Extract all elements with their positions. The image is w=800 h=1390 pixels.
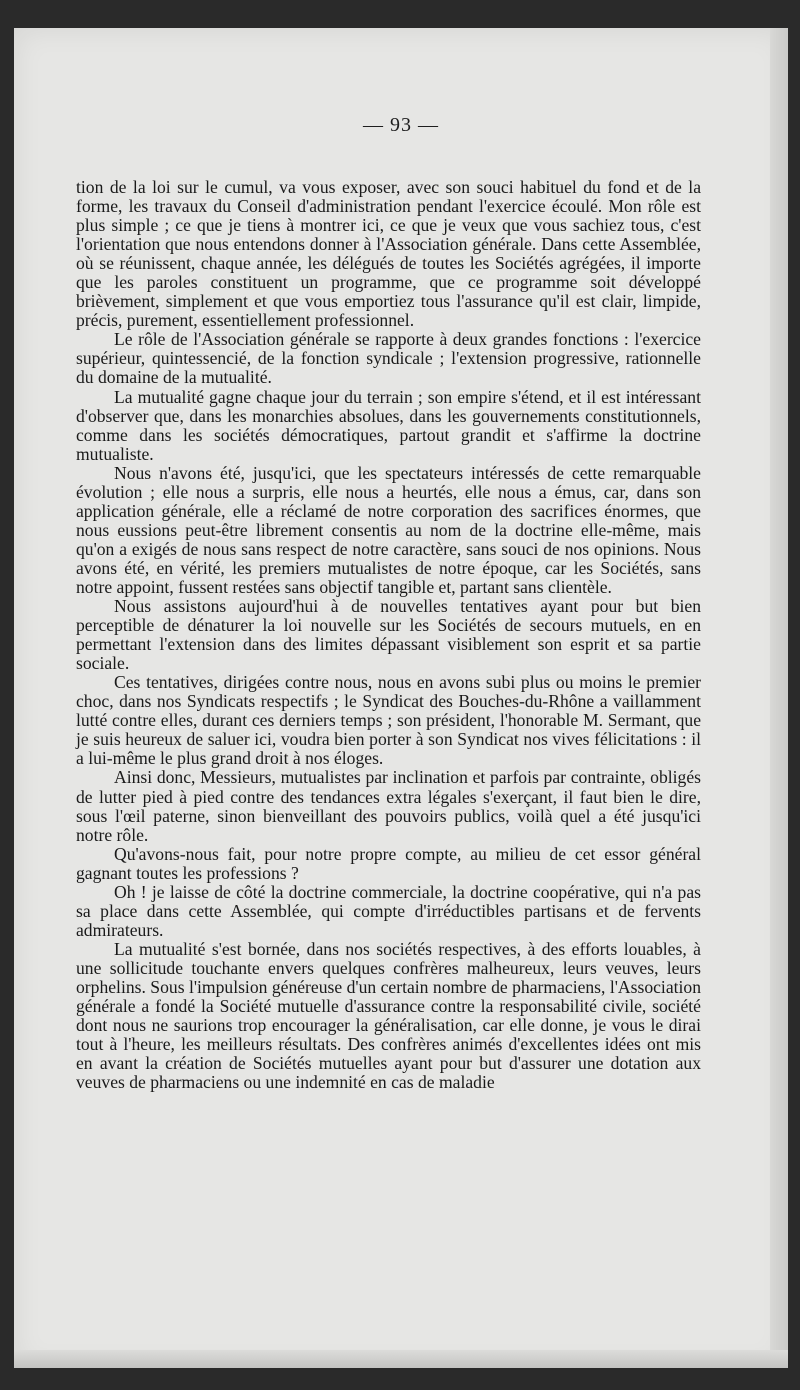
paragraph-2: Le rôle de l'Association générale se rapporte à deux grandes fonctions : l'exercice supérieur, quintessencié, de la fonction syndicale ; l'extension progressive, rationnelle du domaine de la mutualité.	[76, 329, 701, 388]
body-text	[76, 178, 701, 1092]
paragraph-7: Ainsi donc, Messieurs, mutualistes par inclination et parfois par contrainte, obligés de lutter pied à pied contre des tendances extra légales s'exerçant, il faut bien le dire, sous l'œil paterne, sinon bienveillant des pouvoirs publics, voilà quel a été jusqu'ici notre rôle.	[76, 767, 701, 845]
paragraph-4: Nous n'avons été, jusqu'ici, que les spectateurs intéressés de cette remarquable évolution ; elle nous a surpris, elle nous a heurtés, elle nous a émus, car, dans son application générale, elle a réclamé de notre corporation des sacrifices énormes, que nous eussions peut-être librement consentis au nom de la doctrine elle-même, mais qu'on a exigés de nous sans respect de notre caractère, sans souci de nos opinions. Nous avons été, en vérité, les premiers mutualistes de notre époque, car les Sociétés, sans notre appoint, fussent restées sans objectif tangible et, partant sans clientèle.	[76, 462, 701, 597]
paragraph-3: La mutualité gagne chaque jour du terrain ; son empire s'étend, et il est intéressant d'observer que, dans les monarchies absolues, dans les gouvernements constitutionnels, comme dans les sociétés démocratiques, partout grandit et s'affirme la doctrine mutualiste.	[76, 386, 701, 464]
paragraph-10: La mutualité s'est bornée, dans nos sociétés respectives, à des efforts louables, à une sollicitude touchante envers quelques confrères malheureux, leurs veuves, leurs orphelins. Sous l'impulsion généreuse d'un certain nombre de pharmaciens, l'Association générale a fondé la Société mutuelle d'assurance contre la responsabilité civile, société dont nous ne saurions trop encourager la généralisation, car elle donne, je vous le dirai tout à l'heure, les meilleurs résultats. Des confrères animés d'excellentes idées ont mis en avant la création de Sociétés mutuelles ayant pour but d'assurer une dotation aux veuves de pharmaciens ou une indemnité en cas de maladie	[76, 938, 701, 1093]
paragraph-9: Oh ! je laisse de côté la doctrine commerciale, la doctrine coopérative, qui n'a pas sa place dans cette Assemblée, qui compte d'irréductibles partisans et de fervents admirateurs.	[76, 881, 701, 940]
page-number: — 93 —	[363, 114, 439, 136]
page-edge	[770, 28, 788, 1368]
page-bottom-edge	[14, 1350, 788, 1368]
paragraph-5: Nous assistons aujourd'hui à de nouvelles tentatives ayant pour but bien perceptible de dénaturer la loi nouvelle sur les Sociétés de secours mutuels, en en permettant l'extension dans des limites dépassant visiblement son esprit et sa partie sociale.	[76, 596, 701, 674]
paragraph-8: Qu'avons-nous fait, pour notre propre compte, au milieu de cet essor général gagnant toutes les professions ?	[76, 843, 701, 883]
paragraph-6: Ces tentatives, dirigées contre nous, nous en avons subi plus ou moins le premier choc, dans nos Syndicats respectifs ; le Syndicat des Bouches-du-Rhône a vaillamment lutté contre elles, durant ces derniers temps ; son président, l'honorable M. Sermant, que je suis heureux de saluer ici, voudra bien porter à son Syndicat nos vives félicitations : il a lui-même le plus grand droit à nos éloges.	[76, 672, 701, 769]
book-page	[14, 28, 788, 1368]
paragraph-1: tion de la loi sur le cumul, va vous exposer, avec son souci habituel du fond et de la forme, les travaux du Conseil d'administration pendant l'exercice écoulé. Mon rôle est plus simple ; ce que je tiens à montrer ici, ce que je veux que vous sachiez tous, c'est l'orientation que nous entendons donner à l'Association générale. Dans cette Assemblée, où se réunissent, chaque année, les délégués de toutes les Sociétés agrégées, il importe que les paroles constituent un programme, que ce programme soit développé brièvement, simplement et que vous emportiez tous l'assurance qu'il est clair, limpide, précis, purement, essentiellement professionnel.	[76, 177, 701, 331]
